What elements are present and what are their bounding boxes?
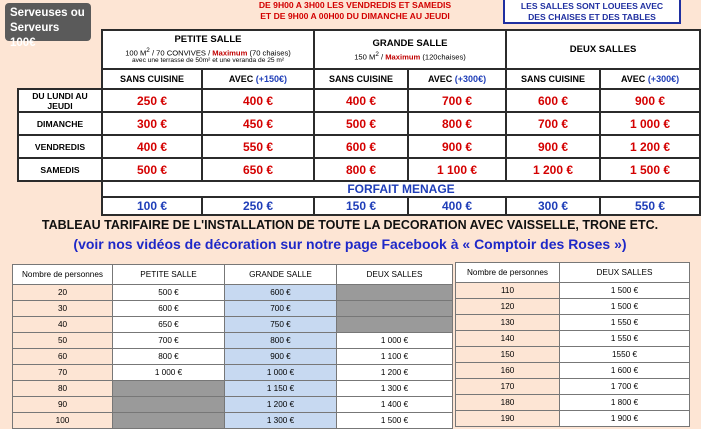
price-cell: 400 € bbox=[314, 89, 408, 112]
price-cell: 500 € bbox=[314, 112, 408, 135]
deco-price: 900 € bbox=[225, 349, 337, 365]
deco-price: 1 900 € bbox=[560, 411, 690, 427]
deco-price: 800 € bbox=[113, 349, 225, 365]
petite-salle-terrace: avec une terrasse de 50m² et une veranda de 25 m² bbox=[131, 57, 285, 65]
deco-price: 1 400 € bbox=[337, 397, 453, 413]
deco-price bbox=[337, 285, 453, 301]
hours-line-1: DE 9H00 A 3H00 LES VENDREDIS ET SAMEDIS bbox=[258, 0, 452, 10]
price-cell: 450 € bbox=[202, 112, 314, 135]
deco-price: 1 300 € bbox=[337, 381, 453, 397]
deco-column-header: DEUX SALLES bbox=[560, 263, 690, 283]
badge-line-1: Serveuses ou bbox=[10, 7, 85, 19]
deco-header-row bbox=[456, 263, 690, 283]
price-cell: 1 100 € bbox=[408, 158, 506, 181]
deco-price bbox=[113, 413, 225, 429]
grande-salle-capacity bbox=[315, 50, 505, 62]
deco-column-header: GRANDE SALLE bbox=[225, 265, 337, 285]
badge-line-2: Serveurs 100€ bbox=[10, 22, 60, 49]
deco-price: 1 500 € bbox=[560, 299, 690, 315]
price-cell: 800 € bbox=[408, 112, 506, 135]
day-label: DIMANCHE bbox=[18, 112, 102, 135]
guest-count: 60 bbox=[13, 349, 113, 365]
forfait-values-row bbox=[18, 197, 700, 215]
deco-column-header: Nombre de personnes bbox=[13, 265, 113, 285]
deco-row bbox=[13, 381, 453, 397]
sans-cuisine-label: SANS CUISINE bbox=[102, 69, 202, 89]
avec-text: AVEC bbox=[228, 74, 254, 84]
guest-count: 150 bbox=[456, 347, 560, 363]
deco-column-header: Nombre de personnes bbox=[456, 263, 560, 283]
deco-row bbox=[13, 317, 453, 333]
deco-price: 1 100 € bbox=[337, 349, 453, 365]
price-cell: 1 200 € bbox=[506, 158, 600, 181]
deco-row bbox=[456, 347, 690, 363]
deco-row bbox=[13, 333, 453, 349]
deco-row bbox=[13, 413, 453, 429]
price-row bbox=[18, 135, 700, 158]
deco-column-header: DEUX SALLES bbox=[337, 265, 453, 285]
deco-price: 1 600 € bbox=[560, 363, 690, 379]
forfait-value: 150 € bbox=[314, 197, 408, 215]
petite-max: Maximum bbox=[212, 48, 248, 58]
price-cell: 500 € bbox=[102, 158, 202, 181]
price-cell: 900 € bbox=[408, 135, 506, 158]
decoration-price-table-1 bbox=[12, 264, 453, 429]
petite-salle-capacity bbox=[103, 46, 313, 58]
hours-line-2: ET DE 9H00 A 00H00 DU DIMANCHE AU JEUDI bbox=[260, 10, 450, 21]
deco-price: 1 000 € bbox=[113, 365, 225, 381]
blank-cell bbox=[18, 30, 102, 69]
deco-price: 1 300 € bbox=[225, 413, 337, 429]
day-label: VENDREDIS bbox=[18, 135, 102, 158]
avec-surcharge: (+300€) bbox=[454, 74, 487, 84]
deco-price bbox=[113, 381, 225, 397]
deco-price: 1 700 € bbox=[560, 379, 690, 395]
facebook-video-note: (voir nos vidéos de décoration sur notre page Facebook à « Comptoir des Roses ») bbox=[73, 236, 627, 252]
price-cell: 300 € bbox=[102, 112, 202, 135]
price-row bbox=[18, 89, 700, 112]
deco-price: 800 € bbox=[225, 333, 337, 349]
petite-area-sup: 2 bbox=[146, 46, 150, 54]
deco-price: 1 500 € bbox=[337, 413, 453, 429]
decoration-table-title: TABLEAU TARIFAIRE DE L'INSTALLATION DE TOUTE LA DECORATION AVEC VAISSELLE, TRONE ETC. bbox=[41, 218, 659, 232]
price-cell: 700 € bbox=[506, 112, 600, 135]
price-cell: 900 € bbox=[600, 89, 700, 112]
deco-price: 600 € bbox=[113, 301, 225, 317]
deco-price: 1 800 € bbox=[560, 395, 690, 411]
grande-area-sup: 2 bbox=[375, 50, 379, 58]
guest-count: 160 bbox=[456, 363, 560, 379]
price-cell: 1 500 € bbox=[600, 158, 700, 181]
deco-row bbox=[13, 301, 453, 317]
deco-price: 1 200 € bbox=[337, 365, 453, 381]
deco-header-row bbox=[13, 265, 453, 285]
guest-count: 30 bbox=[13, 301, 113, 317]
deco-price: 1 150 € bbox=[225, 381, 337, 397]
deco-row bbox=[13, 285, 453, 301]
avec-text: AVEC bbox=[427, 74, 453, 84]
grande-salle-header bbox=[314, 30, 506, 69]
deco-row bbox=[456, 331, 690, 347]
blank-cell bbox=[18, 69, 102, 89]
guest-count: 40 bbox=[13, 317, 113, 333]
guest-count: 140 bbox=[456, 331, 560, 347]
guest-count: 110 bbox=[456, 283, 560, 299]
forfait-label-row bbox=[18, 181, 700, 197]
petite-max-rest: (70 chaises) bbox=[247, 48, 291, 58]
petite-convives: / 70 CONVIVES / bbox=[149, 48, 213, 58]
deco-price: 1 550 € bbox=[560, 315, 690, 331]
guest-count: 120 bbox=[456, 299, 560, 315]
sans-cuisine-label: SANS CUISINE bbox=[506, 69, 600, 89]
deco-price: 500 € bbox=[113, 285, 225, 301]
day-label: SAMEDIS bbox=[18, 158, 102, 181]
guest-count: 100 bbox=[13, 413, 113, 429]
grande-max-rest: (120chaises) bbox=[420, 52, 466, 62]
deco-price bbox=[337, 301, 453, 317]
deco-column-header: PETITE SALLE bbox=[113, 265, 225, 285]
price-cell: 650 € bbox=[202, 158, 314, 181]
price-cell: 600 € bbox=[506, 89, 600, 112]
deco-row bbox=[456, 283, 690, 299]
deco-price: 1 000 € bbox=[337, 333, 453, 349]
price-cell: 1 200 € bbox=[600, 135, 700, 158]
grande-salle-title: GRANDE SALLE bbox=[372, 37, 448, 49]
price-row bbox=[18, 158, 700, 181]
price-cell: 800 € bbox=[314, 158, 408, 181]
price-cell: 600 € bbox=[314, 135, 408, 158]
price-cell: 250 € bbox=[102, 89, 202, 112]
avec-surcharge: (+150€) bbox=[255, 74, 288, 84]
deco-row bbox=[456, 363, 690, 379]
guest-count: 190 bbox=[456, 411, 560, 427]
deco-price: 1550 € bbox=[560, 347, 690, 363]
avec-surcharge: (+300€) bbox=[647, 74, 680, 84]
deco-price: 1 500 € bbox=[560, 283, 690, 299]
guest-count: 50 bbox=[13, 333, 113, 349]
guest-count: 70 bbox=[13, 365, 113, 381]
chairs-note-line-1: LES SALLES SONT LOUEES AVEC bbox=[520, 1, 664, 11]
blank-cell bbox=[18, 181, 102, 197]
deco-row bbox=[456, 315, 690, 331]
sub-header-row bbox=[18, 69, 700, 89]
day-label: DU LUNDI AU JEUDI bbox=[18, 89, 102, 112]
decoration-price-table-2 bbox=[455, 262, 690, 427]
deux-salles-header: DEUX SALLES bbox=[506, 30, 700, 69]
deco-price: 600 € bbox=[225, 285, 337, 301]
guest-count: 170 bbox=[456, 379, 560, 395]
deco-price: 1 200 € bbox=[225, 397, 337, 413]
deco-row bbox=[456, 379, 690, 395]
deco-price bbox=[337, 317, 453, 333]
forfait-menage-label: FORFAIT MENAGE bbox=[102, 181, 700, 197]
petite-salle-header bbox=[102, 30, 314, 69]
deco-price: 700 € bbox=[113, 333, 225, 349]
petite-area: 100 M bbox=[125, 48, 147, 58]
forfait-value: 100 € bbox=[102, 197, 202, 215]
grande-sep: / bbox=[378, 52, 386, 62]
deco-price: 1 000 € bbox=[225, 365, 337, 381]
deco-price: 650 € bbox=[113, 317, 225, 333]
price-cell: 900 € bbox=[506, 135, 600, 158]
section-header-row bbox=[18, 30, 700, 69]
petite-salle-title: PETITE SALLE bbox=[174, 33, 242, 45]
chairs-note-line-2: DES CHAISES ET DES TABLES bbox=[528, 11, 656, 22]
price-cell: 400 € bbox=[102, 135, 202, 158]
price-row bbox=[18, 112, 700, 135]
guest-count: 80 bbox=[13, 381, 113, 397]
grande-area: 150 M bbox=[354, 52, 376, 62]
guest-count: 130 bbox=[456, 315, 560, 331]
price-cell: 550 € bbox=[202, 135, 314, 158]
deco-row bbox=[456, 411, 690, 427]
deco-row bbox=[456, 395, 690, 411]
price-cell: 1 000 € bbox=[600, 112, 700, 135]
chairs-note-box bbox=[503, 0, 681, 24]
guest-count: 20 bbox=[13, 285, 113, 301]
deco-row bbox=[13, 365, 453, 381]
deco-row bbox=[13, 397, 453, 413]
sans-cuisine-label: SANS CUISINE bbox=[314, 69, 408, 89]
deco-row bbox=[456, 299, 690, 315]
forfait-value: 300 € bbox=[506, 197, 600, 215]
forfait-value: 250 € bbox=[202, 197, 314, 215]
guest-count: 180 bbox=[456, 395, 560, 411]
blank-cell bbox=[18, 197, 102, 215]
pricing-table bbox=[17, 29, 701, 216]
grande-max: Maximum bbox=[385, 52, 421, 62]
forfait-value: 400 € bbox=[408, 197, 506, 215]
deco-price: 1 550 € bbox=[560, 331, 690, 347]
avec-label bbox=[408, 69, 506, 89]
price-cell: 700 € bbox=[408, 89, 506, 112]
deco-price: 750 € bbox=[225, 317, 337, 333]
deco-price: 700 € bbox=[225, 301, 337, 317]
avec-label bbox=[202, 69, 314, 89]
avec-label bbox=[600, 69, 700, 89]
avec-text: AVEC bbox=[620, 74, 646, 84]
price-cell: 400 € bbox=[202, 89, 314, 112]
forfait-value: 550 € bbox=[600, 197, 700, 215]
opening-hours bbox=[215, 0, 495, 21]
deco-price bbox=[113, 397, 225, 413]
deco-row bbox=[13, 349, 453, 365]
guest-count: 90 bbox=[13, 397, 113, 413]
